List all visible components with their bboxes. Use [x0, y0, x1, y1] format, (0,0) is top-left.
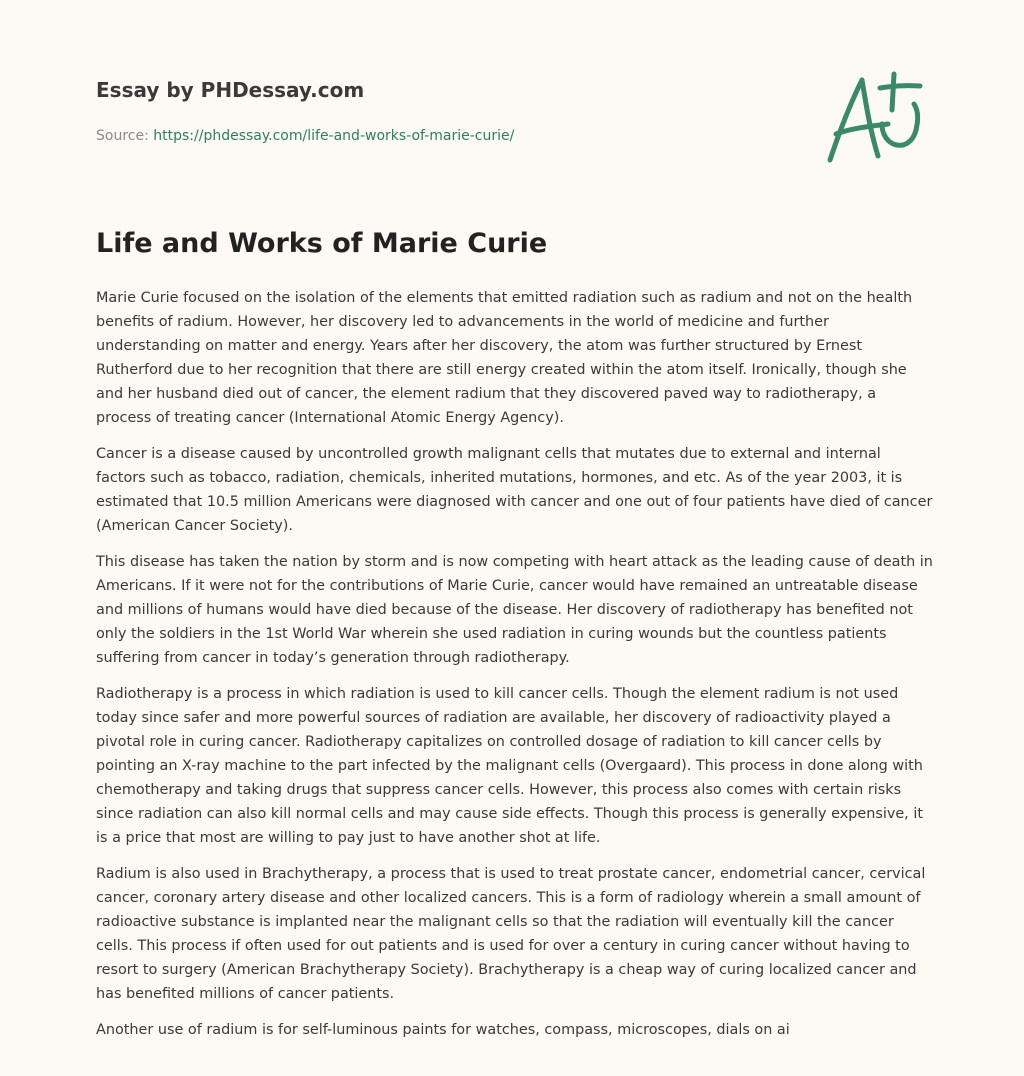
essay-paragraph: Cancer is a disease caused by uncontrolled growth malignant cells that mutates due to external and internal factors such as tobacco, radiation, chemicals, inherited mutations, hormones, and etc. As of the year 2003, it is estimated that 10.5 million Americans were diagnosed with cancer and one out of four patients have died of cancer (American Cancer Society).	[96, 446, 933, 534]
essay-title: Life and Works of Marie Curie	[96, 228, 548, 259]
source-line	[96, 126, 796, 146]
site-title: Essay by PHDessay.com	[96, 78, 365, 102]
essay-paragraph: Radiotherapy is a process in which radiation is used to kill cancer cells. Though the element radium is not used today since safer and more powerful sources of radiation are available, her discovery of radioactivity played a pivotal role in curing cancer. Radiotherapy capitalizes on controlled dosage of radiation to kill cancer cells by pointing an X-ray machine to the part infected by the malignant cells (Overgaard). This process in done along with chemotherapy and taking drugs that suppress cancer cells. However, this process also comes with certain risks since radiation can also kill normal cells and may cause side effects. Though this process is generally expensive, it is a price that most are willing to pay just to have another shot at life.	[96, 686, 923, 846]
essay-paragraph: Another use of radium is for self-luminous paints for watches, compass, microscopes, dials on ai	[96, 1022, 790, 1038]
page-header	[96, 76, 796, 146]
essay-paragraph: Marie Curie focused on the isolation of the elements that emitted radiation such as radium and not on the health benefits of radium. However, her discovery led to advancements in the world of medicine and further understanding on matter and energy. Years after her discovery, the atom was further structured by Ernest Rutherford due to her recognition that there are still energy created within the atom itself. Ironically, though she and her husband died out of cancer, the element radium that they discovered paved way to radiotherapy, a process of treating cancer (International Atomic Energy Agency).	[96, 290, 913, 426]
source-label: Source:	[96, 128, 149, 144]
source-link[interactable]: https://phdessay.com/life-and-works-of-marie-curie/	[153, 128, 515, 144]
a-plus-logo-icon	[822, 68, 928, 166]
essay-paragraph: Radium is also used in Brachytherapy, a process that is used to treat prostate cancer, endometrial cancer, cervical cancer, coronary artery disease and other localized cancers. This is a form of radiology wherein a small amount of radioactive substance is implanted near the malignant cells so that the radiation will eventually kill the cancer cells. This process if often used for out patients and is used for over a century in curing cancer without having to resort to surgery (American Brachytherapy Society). Brachytherapy is a cheap way of curing localized cancer and has benefited millions of cancer patients.	[96, 866, 926, 1002]
essay-paragraph: This disease has taken the nation by storm and is now competing with heart attack as the leading cause of death in Americans. If it were not for the contributions of Marie Curie, cancer would have remained an untreatable disease and millions of humans would have died because of the disease. Her discovery of radiotherapy has benefited not only the soldiers in the 1st World War wherein she used radiation in curing wounds but the countless patients suffering from cancer in today’s generation through radiotherapy.	[96, 554, 933, 666]
essay-body	[96, 286, 934, 1054]
